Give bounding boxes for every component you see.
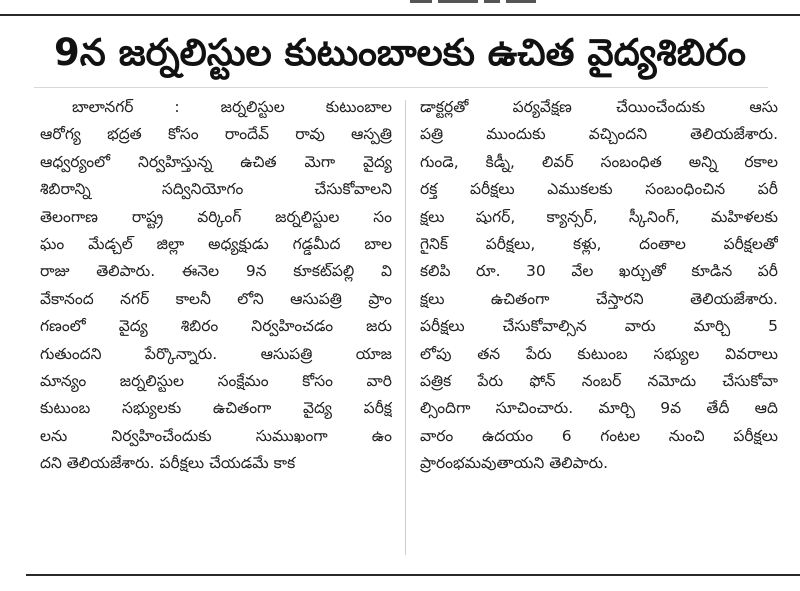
article-line: ప్రారంభమవుతాయని తెలిపారు. <box>420 454 609 473</box>
right-column <box>420 94 778 477</box>
article-line: పత్రి ముందుకు వచ్చిందని తెలియజేశారు. <box>420 125 778 144</box>
bottom-rule <box>26 574 800 576</box>
article-line: క్షలు ఉచితంగా చేస్తారని తెలియజేశారు. <box>420 289 778 308</box>
article-line: వేకానంద నగర్ కాలనీ లోని ఆసుపత్రి ప్రాం <box>40 289 392 308</box>
article-line: మాన్యం జర్నలిస్టుల సంక్షేమం కోసం వారి <box>40 371 392 390</box>
article-line: డాక్టర్లతో పర్యవేక్షణ చేయించేందుకు ఆసు <box>420 98 778 116</box>
article-line: రాజు తెలిపారు. ఈనెల 9న కూకట్‌పల్లి వి <box>40 262 392 281</box>
column-divider <box>405 100 406 555</box>
article-line: బాలానగర్ : జర్నలిస్టుల కుటుంబాల <box>72 98 392 116</box>
article-line: పరీక్షలు చేసుకోవాల్సిన వారు మార్చి 5 <box>420 317 778 336</box>
article-line: కుటుంబ సభ్యులకు ఉచితంగా వైద్య పరీక్ష <box>40 399 392 418</box>
article-line: కలిపి రూ. 30 వేల ఖర్చుతో కూడిన పరీ <box>420 262 778 281</box>
headline-rule <box>34 87 768 88</box>
article-line: గుతుందని పేర్కొన్నారు. ఆసుపత్రి యాజ <box>40 344 392 363</box>
article-line: గణంలో వైద్య శిబిరం నిర్వహించడం జరు <box>40 317 392 336</box>
article-line: క్షలు షుగర్, క్యాన్సర్, స్కీనింగ్, మహిళలకు <box>420 207 778 226</box>
article-line: తెలంగాణ రాష్ట్ర వర్కింగ్ జర్నలిస్టుల సం <box>40 207 392 226</box>
article-line: ఘం మేడ్చల్ జిల్లా అధ్యక్షుడు గడ్డమీద బాల <box>40 234 392 253</box>
article-line: రక్త పరీక్షలు ఎముకలకు సంబంధించిన పరీ <box>420 180 778 199</box>
article-line: దని తెలియజేశారు. పరీక్షలు చేయడమే కాక <box>40 454 296 473</box>
article-line: శిబిరాన్ని సద్వినియోగం చేసుకోవాలని <box>40 180 392 199</box>
article-line: గుండె, కిడ్నీ, లివర్ సంబంధిత అన్ని రకాల <box>420 152 778 171</box>
top-rule <box>0 14 800 16</box>
headline: 9న జర్నలిస్టుల కుటుంబాలకు ఉచిత వైద్యశిబిరం <box>53 31 747 74</box>
article-line: పత్రిక పేరు ఫోన్ నంబర్ నమోదు చేసుకోవా <box>420 371 778 390</box>
article-line: వారం ఉదయం 6 గంటల నుంచి పరీక్షలు <box>420 426 778 445</box>
article-line: లను నిర్వహించేందుకు సుముఖంగా ఉం <box>40 426 392 445</box>
article-line: గైనిక్ పరీక్షలు, కళ్లు, దంతాల పరీక్షలతో <box>420 234 778 253</box>
article-line: ఆధ్వర్యంలో నిర్వహిస్తున్న ఉచిత మెగా వైద్య <box>40 152 392 171</box>
left-column <box>40 94 392 477</box>
cropped-previous-article <box>410 0 590 8</box>
article-line: లోపు తన పేరు కుటుంబ సభ్యుల వివరాలు <box>420 344 778 363</box>
article-line: ల్సిందిగా సూచించారు. మార్చి 9వ తేదీ ఆది <box>420 399 778 418</box>
article-line: ఆరోగ్య భద్రత కోసం రాందేవ్ రావు ఆస్పత్రి <box>40 125 392 144</box>
